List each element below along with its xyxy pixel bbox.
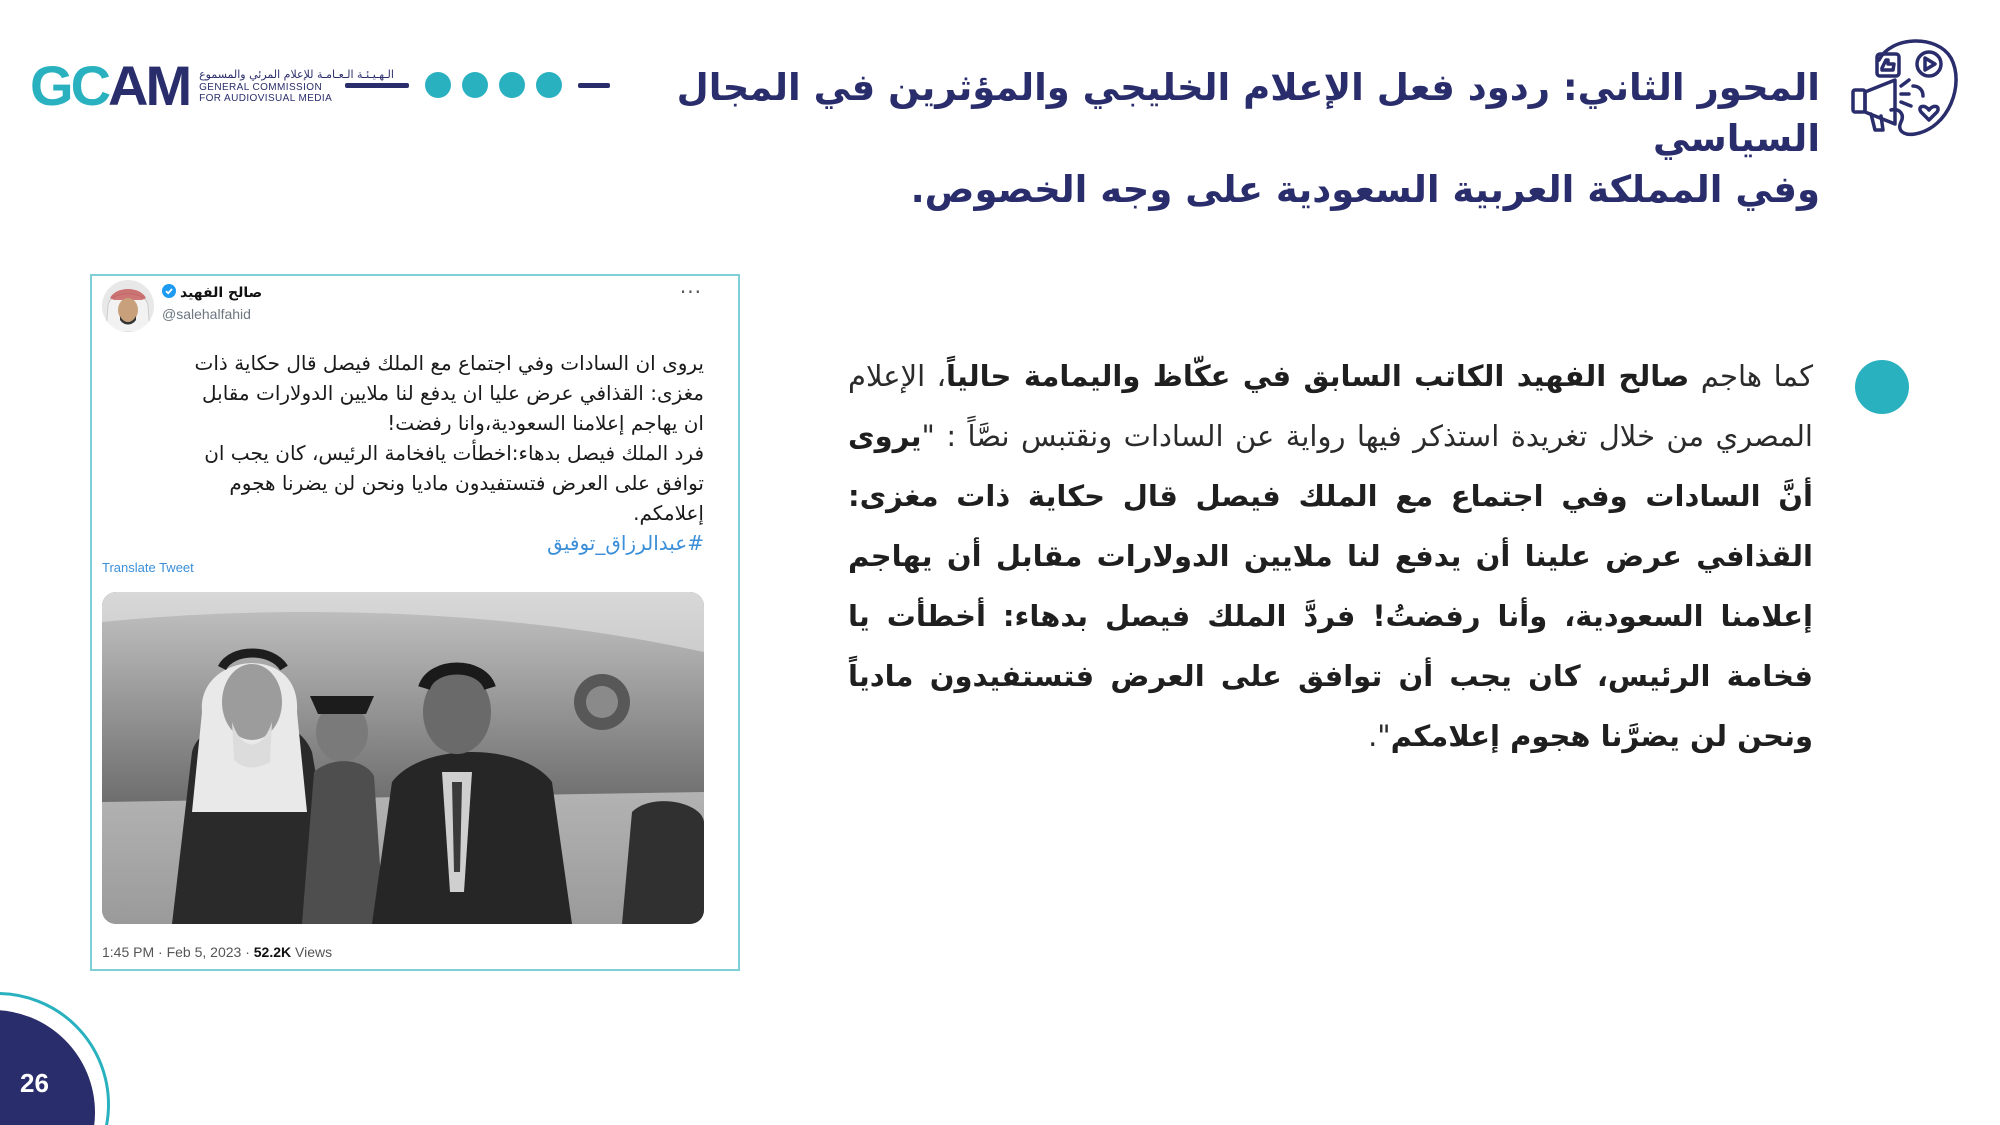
- tweet-timestamp[interactable]: 1:45 PM · Feb 5, 2023 ·: [102, 944, 254, 960]
- tweet-photo[interactable]: [102, 592, 704, 924]
- header-decoration: [345, 70, 620, 100]
- tweet-card: [90, 274, 740, 971]
- gcam-logo: [30, 54, 394, 117]
- more-options-icon[interactable]: ···: [679, 280, 702, 304]
- title-line-1: المحور الثاني: ردود فعل الإعلام الخليجي والمؤثرين في المجال السياسي: [676, 66, 1820, 160]
- logo-english-line1: GENERAL COMMISSION: [199, 82, 323, 93]
- tweet-author-name[interactable]: صالح الفهيد: [180, 285, 263, 301]
- page-number: 26: [20, 1068, 49, 1098]
- body-paragraph: كما هاجم صالح الفهيد الكاتب السابق في عكّاظ واليمامة حالياً، الإعلام المصري من خلال تغريدة استذكر فيها رواية عن السادات ونقتبس نصَّاً : "يروى أنَّ السادات وفي اجتماع مع الملك فيصل قال حكاية ذات مغزى: القذافي عرض علينا أن يدفع لنا ملايين الدولارات مقابل أن يهاجم إعلامنا السعودية، وأنا رفضتُ! فردَّ الملك فيصل بدهاء: أخطأت يا فخامة الرئيس، كان يجب أن توافق على العرض فتستفيدون مادياً ونحن لن يضرَّنا هجوم إعلامكم".: [848, 359, 1813, 753]
- author-description: صالح الفهيد الكاتب السابق في عكّاظ واليمامة حالياً: [946, 359, 1690, 393]
- tweet-avatar[interactable]: [102, 280, 154, 332]
- quoted-story: يروى أنَّ السادات وفي اجتماع مع الملك فيصل قال حكاية ذات مغزى: القذافي عرض علينا أن يدفع لنا ملايين الدولارات مقابل أن يهاجم إعلامنا السعودية، وأنا رفضتُ! فردَّ الملك فيصل بدهاء: أخطأت يا فخامة الرئيس، كان يجب أن توافق على العرض فتستفيدون مادياً ونحن لن يضرَّنا هجوم إعلامكم: [848, 419, 1813, 753]
- tweet-line: مغزى: القذافي عرض عليا ان يدفع لنا ملايين الدولارات مقابل: [202, 381, 704, 405]
- tweet-hashtag[interactable]: #عبدالرزاق_توفيق: [547, 531, 704, 555]
- page-title: [620, 62, 1820, 215]
- translate-tweet-link[interactable]: Translate Tweet: [102, 560, 194, 575]
- verified-badge-icon: [162, 284, 176, 302]
- tweet-views-count: 52.2K: [253, 944, 292, 960]
- tweet-line: ان يهاجم إعلامنا السعودية،وانا رفضت!: [387, 411, 704, 435]
- tweet-text: [112, 348, 704, 558]
- logo-mark: GCAM: [30, 54, 190, 117]
- tweet-meta: [102, 944, 332, 960]
- tweet-line: يروى ان السادات وفي اجتماع مع الملك فيصل قال حكاية ذات: [194, 351, 704, 375]
- bullet-marker: [1855, 360, 1909, 414]
- social-media-megaphone-icon: [1845, 30, 1960, 145]
- tweet-author: [162, 284, 262, 322]
- tweet-line: توافق على العرض فتستفيدون ماديا ونحن لن يضرنا هجوم: [229, 471, 704, 495]
- tweet-line: فرد الملك فيصل بدهاء:اخطأت يافخامة الرئيس، كان يجب ان: [204, 441, 704, 465]
- tweet-handle[interactable]: @salehalfahid: [162, 306, 251, 322]
- logo-arabic-name: الـهـيـئـة الـعـامـة للإعلام المرئي والمسموع: [199, 68, 394, 81]
- logo-english-line2: FOR AUDIOVISUAL MEDIA: [199, 93, 333, 104]
- tweet-line: إعلامكم.: [633, 501, 704, 525]
- title-line-2: وفي المملكة العربية السعودية على وجه الخصوص.: [910, 168, 1820, 211]
- tweet-views-label: Views: [291, 944, 333, 960]
